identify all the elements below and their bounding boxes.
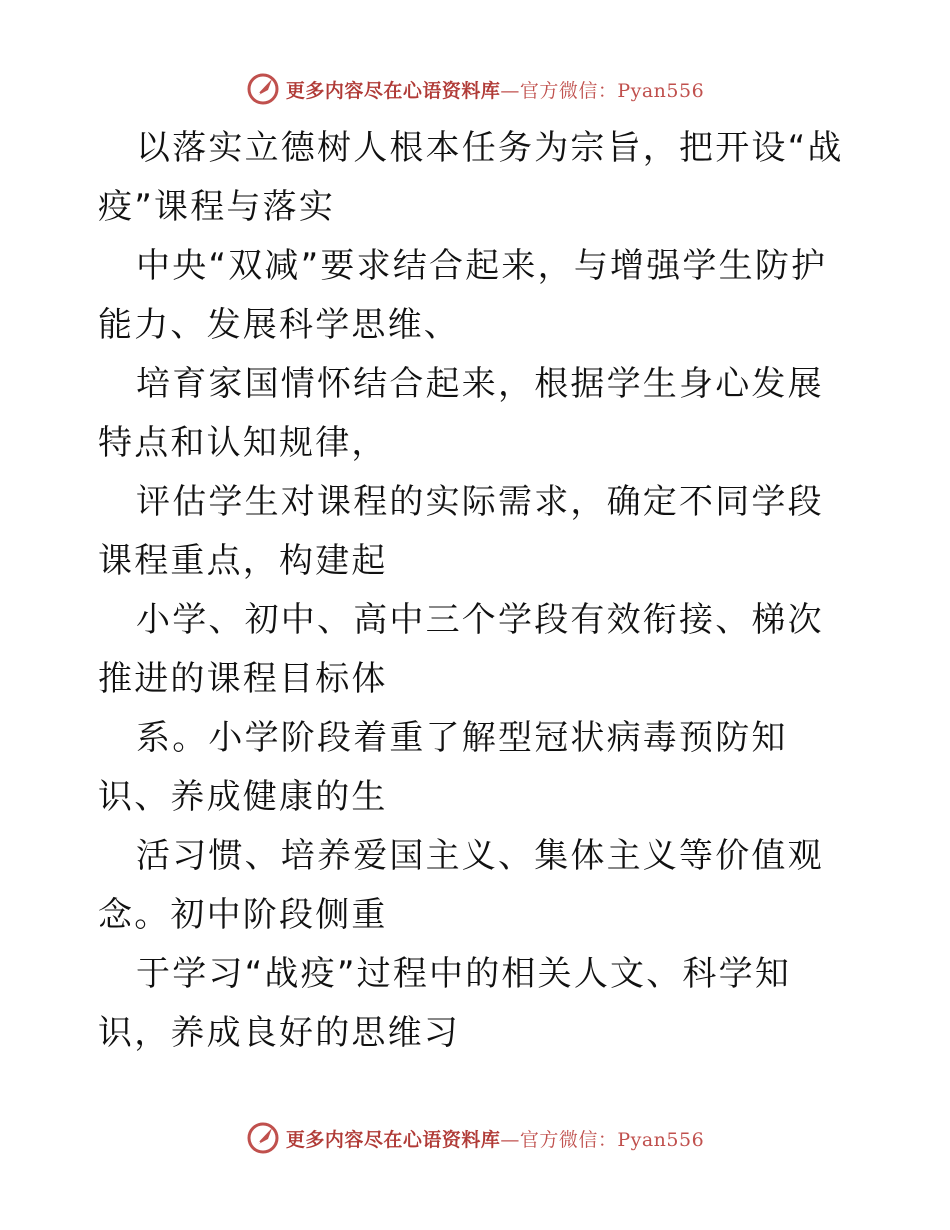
- header-brand: 更多内容尽在心语资料库: [285, 79, 501, 102]
- paragraph-4: 评估学生对课程的实际需求，确定不同学段课程重点，构建起: [98, 482, 824, 581]
- header-watermark: [0, 72, 950, 106]
- footer-contact: 官方微信：Pyan556: [519, 1128, 705, 1151]
- paragraph-8: 于学习“战疫”过程中的相关人文、科学知识，养成良好的思维习: [98, 954, 792, 1053]
- body-text: [98, 119, 858, 1063]
- quill-logo-icon: [246, 1121, 280, 1155]
- header-sep: —: [500, 79, 520, 102]
- paragraph-1: 以落实立德树人根本任务为宗旨，把开设“战疫”课程与落实: [98, 128, 844, 227]
- quill-logo-icon: [246, 72, 280, 106]
- paragraph-2: 中央“双减”要求结合起来，与增强学生防护能力、发展科学思维、: [98, 246, 828, 345]
- footer-brand: 更多内容尽在心语资料库: [285, 1128, 501, 1151]
- footer-sep: —: [500, 1128, 520, 1151]
- footer-watermark-text: [286, 1125, 704, 1152]
- paragraph-5: 小学、初中、高中三个学段有效衔接、梯次推进的课程目标体: [98, 600, 824, 699]
- paragraph-7: 活习惯、培养爱国主义、集体主义等价值观念。初中阶段侧重: [98, 836, 824, 935]
- paragraph-6: 系。小学阶段着重了解型冠状病毒预防知识、养成健康的生: [98, 718, 788, 817]
- header-watermark-text: [286, 76, 704, 103]
- paragraph-3: 培育家国情怀结合起来，根据学生身心发展特点和认知规律，: [98, 364, 824, 463]
- footer-watermark: [0, 1121, 950, 1155]
- header-contact: 官方微信：Pyan556: [519, 79, 705, 102]
